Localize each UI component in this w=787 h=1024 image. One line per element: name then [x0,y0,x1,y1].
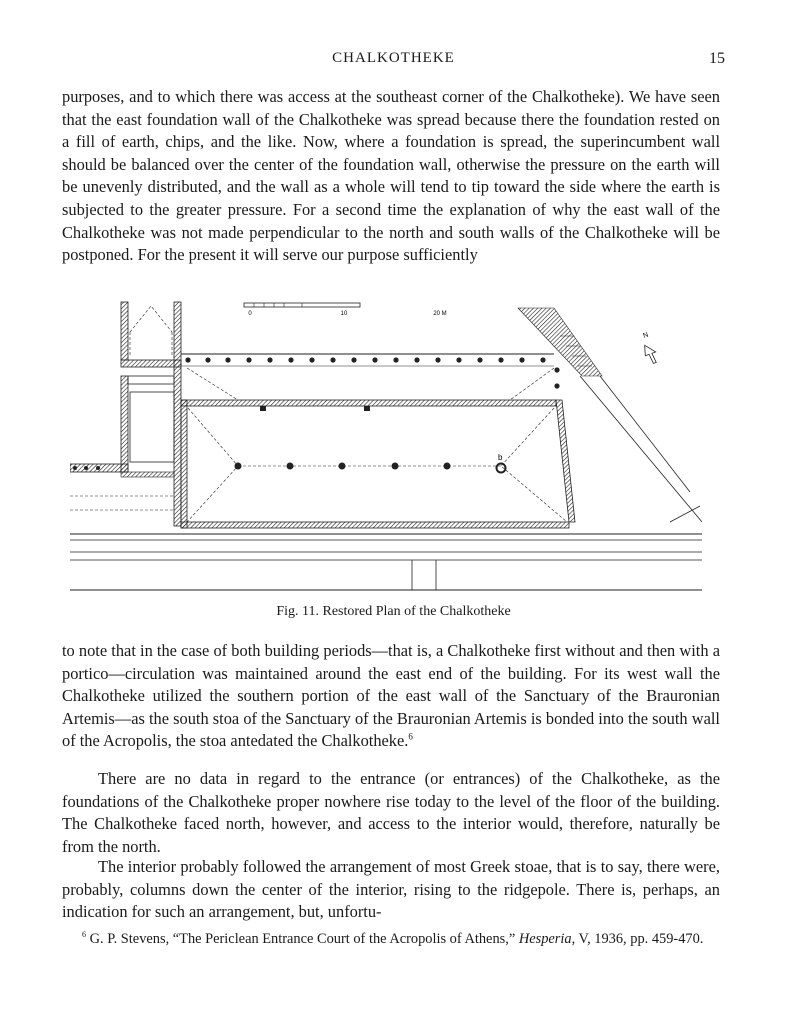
footnote-text-before: G. P. Stevens, “The Periclean Entrance Court of the Acropolis of Athens,” [89,931,516,947]
scale-label-10: 10 [340,311,348,317]
north-arrow [642,332,659,366]
scale-bar [244,303,447,317]
footnote-journal: Hesperia [518,931,572,947]
north-label: N [642,331,650,340]
body-paragraph-1: purposes, and to which there was access at the southeast corner of the Chalkotheke). We have seen that the east foundation wall of the Chalkotheke was spread because there the foundation rested on a fill of earth, chips, and the like. Now, where a foundation is spread, the superincumbent wall should be balanced over the center of the foundation wall, otherwise the pressure on the earth will be unevenly distributed, and the wall as a whole will tend to tip toward the side where the earth is subjected to the greater pressure. For a second time the explanation of why the east wall of the Chalkotheke was not made perpendicular to the north and south walls of the Chalkotheke will be postponed. For the present it will serve our purpose sufficiently [62,87,720,265]
page-header [0,50,787,72]
scale-label-0: 0 [248,311,252,317]
page-number: 15 [709,50,725,67]
body-paragraph-4: The interior probably followed the arrangement of most Greek stoae, that is to say, there were, probably, columns down the center of the interior, rising to the ridgepole. There is, perhaps, an indication for such an arrangement, but, unfortu- [62,857,720,922]
interior-plan [187,368,567,522]
portico-colonnade [181,354,560,389]
footnote-mark: 6 [82,930,86,940]
running-head: CHALKOTHEKE [332,50,455,66]
figure-plan [70,296,702,594]
body-paragraph-2-text: to note that in the case of both building periods—that is, a Chalkotheke first without and then with a portico—circulation was maintained around the east end of the building. For its west wall the Chalkotheke utilized the southern portion of the east wall of the Sanctuary of the Brauronian Artemis—as the south stoa of the Sanctuary of the Brauronian Artemis is bonded into the south wall of the Acropolis, the stoa antedated the Chalkotheke. [62,641,720,751]
footnote-reference[interactable]: 6 [408,731,413,742]
figure-caption: Fig. 11. Restored Plan of the Chalkotheke [276,604,511,619]
footnote [62,930,720,949]
scale-label-20: 20 M [433,311,447,317]
plan-drawing [70,296,702,594]
footnote-text-after: , V, 1936, pp. 459-470. [571,931,704,947]
body-paragraph-2 [62,640,720,753]
west-structure [70,302,181,526]
column-label-b: b [498,453,503,462]
east-steps [518,308,702,522]
body-paragraph-3: There are no data in regard to the entrance (or entrances) of the Chalkotheke, as the foundations of the Chalkotheke proper nowhere rise today to the level of the floor of the building. The Chalkotheke faced north, however, and access to the interior would, therefore, naturally be from the north. [62,769,720,856]
acropolis-south-wall [70,534,702,590]
